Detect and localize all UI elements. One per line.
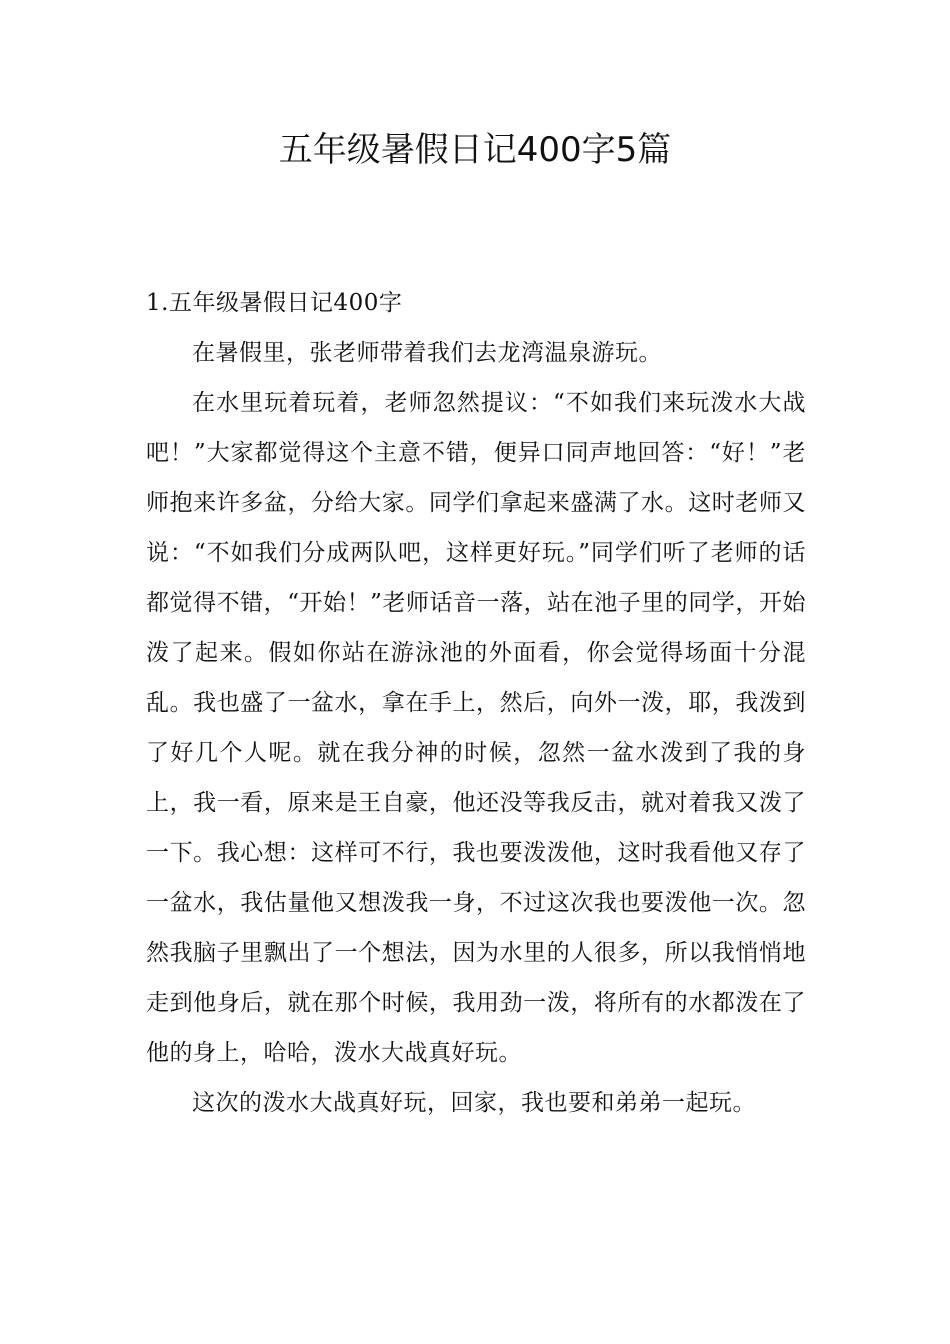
section-heading: 1.五年级暑假日记400字: [146, 290, 403, 316]
paragraph-1: 在暑假里，张老师带着我们去龙湾温泉游玩。: [192, 340, 662, 366]
paragraph-2: 在水里玩着玩着，老师忽然提议：“不如我们来玩泼水大战吧！”大家都觉得这个主意不错，便异口同声地回答：“好！”老师抱来许多盆，分给大家。同学们拿起来盛满了水。这时老师又说：“不如我们分成两队吧，这样更好玩。”同学们听了老师的话都觉得不错，“开始！”老师话音一落，站在池子里的同学，开始泼了起来。假如你站在游泳池的外面看，你会觉得场面十分混乱。我也盛了一盆水，拿在手上，然后，向外一泼，耶，我泼到了好几个人呢。就在我分神的时候，忽然一盆水泼到了我的身上，我一看，原来是王自豪，他还没等我反击，就对着我又泼了一下。我心想：这样可不行，我也要泼泼他，这时我看他又存了一盆水，我估量他又想泼我一身，不过这次我也要泼他一次。忽然我脑子里飘出了一个想法，因为水里的人很多，所以我悄悄地走到他身后，就在那个时候，我用劲一泼，将所有的水都泼在了他的身上，哈哈，泼水大战真好玩。: [146, 390, 806, 1066]
document-title: 五年级暑假日记400字5篇: [278, 130, 672, 170]
paragraph-3: 这次的泼水大战真好玩，回家，我也要和弟弟一起玩。: [192, 1090, 756, 1116]
document-body: [146, 278, 806, 1128]
